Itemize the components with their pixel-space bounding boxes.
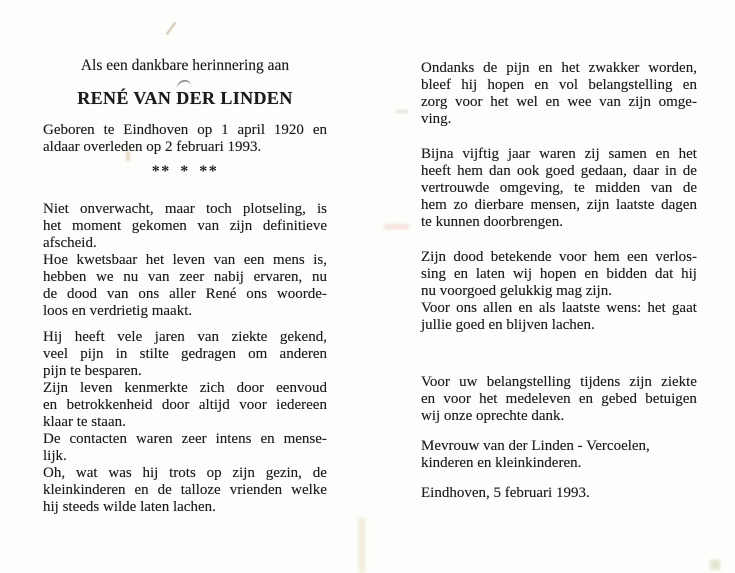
scan-artifact-corner-spot bbox=[710, 560, 720, 570]
text-line: en betrokkenheid door altijd voor iedereen bbox=[43, 397, 327, 413]
text-line: Bijna vijftig jaar waren zij samen en het bbox=[421, 146, 697, 162]
scan-artifact-smudge bbox=[384, 224, 409, 229]
text-line: Hoe kwetsbaar het leven van een mens is, bbox=[43, 252, 327, 268]
text-line: Zijn leven kenmerkte zich door eenvoud bbox=[43, 380, 327, 396]
text-line: het moment gekomen van zijn definitieve bbox=[43, 218, 327, 234]
text-line: heeft hem dan ook goed gedaan, daar in de bbox=[421, 163, 697, 179]
text-line: Voor ons allen en als laatste wens: het gaat bbox=[421, 300, 697, 316]
text-line: Niet onverwacht, maar toch plotseling, is bbox=[43, 201, 327, 217]
text-line: kinderen en kleinkinderen. bbox=[421, 455, 582, 471]
text-line: en voor het medeleven en gebed betuigen bbox=[421, 391, 697, 407]
right-column bbox=[421, 60, 697, 502]
text-line: Oh, wat was hij trots op zijn gezin, de bbox=[43, 465, 327, 481]
text-line: Hij heeft vele jaren van ziekte gekend, bbox=[43, 329, 327, 345]
paragraph-release bbox=[421, 249, 697, 334]
text-line: afscheid. bbox=[43, 235, 97, 251]
scan-artifact-streak bbox=[359, 518, 365, 573]
text-line: sing en laten wij hopen en bidden dat hij bbox=[421, 266, 697, 282]
birth-death-text bbox=[43, 122, 327, 156]
scan-artifact-scratch bbox=[166, 22, 176, 35]
text-line: zorg voor het wel en wee van zijn omge- bbox=[421, 94, 697, 110]
text-line: Ondanks de pijn en het zwakker worden, bbox=[421, 60, 697, 76]
paragraph-farewell bbox=[43, 201, 327, 320]
paragraph-marriage bbox=[421, 146, 697, 231]
left-column bbox=[43, 57, 327, 516]
text-line: vertrouwde omgeving, te midden van de bbox=[421, 180, 697, 196]
dateline-text bbox=[421, 485, 697, 502]
scan-artifact-dash bbox=[396, 110, 408, 113]
paragraph-thanks bbox=[421, 374, 697, 425]
text-line: loos en verdrietig maakt. bbox=[43, 303, 193, 319]
text-line: nu voorgoed gelukkig mag zijn. bbox=[421, 283, 612, 299]
text-line: pijn te besparen. bbox=[43, 363, 142, 379]
text-line: hebben we nu van zeer nabij ervaren, nu bbox=[43, 269, 327, 285]
text-line: Eindhoven, 5 februari 1993. bbox=[421, 485, 590, 501]
text-line: jullie goed en blijven lachen. bbox=[421, 317, 595, 333]
dedication-text: Als een dankbare herinnering aan bbox=[80, 57, 290, 74]
text-line: hij steeds wilde laten lachen. bbox=[43, 499, 216, 515]
text-line: lijk. bbox=[43, 448, 67, 464]
text-line: klaar te staan. bbox=[43, 414, 126, 430]
deceased-name: RENÉ VAN DER LINDEN bbox=[77, 88, 293, 108]
signature-text bbox=[421, 438, 697, 472]
text-line: kleinkinderen en de talloze vrienden welke bbox=[43, 482, 327, 498]
paragraph-life bbox=[43, 329, 327, 516]
text-line: wij onze oprechte dank. bbox=[421, 408, 565, 424]
text-line: bleef hij hopen en vol belangstelling en bbox=[421, 77, 697, 93]
text-line: Geboren te Eindhoven op 1 april 1920 en bbox=[43, 122, 327, 138]
text-line: Voor uw belangstelling tijdens zijn ziekte bbox=[421, 374, 697, 390]
stars-separator: ** * ** bbox=[151, 163, 219, 180]
text-line: veel pijn in stilte gedragen om anderen bbox=[43, 346, 327, 362]
text-line: aldaar overleden op 2 februari 1993. bbox=[43, 139, 262, 155]
paragraph-illness bbox=[421, 60, 697, 128]
text-line: ving. bbox=[421, 111, 452, 127]
text-line: de dood van ons aller René ons woorde- bbox=[43, 286, 327, 302]
text-line: Mevrouw van der Linden - Vercoelen, bbox=[421, 438, 650, 454]
text-line: te kunnen doorbrengen. bbox=[421, 214, 564, 230]
text-line: Zijn dood betekende voor hem een verlos- bbox=[421, 249, 697, 265]
text-line: hem zo dierbare mensen, zijn laatste dagen bbox=[421, 197, 697, 213]
text-line: De contacten waren zeer intens en mense- bbox=[43, 431, 327, 447]
